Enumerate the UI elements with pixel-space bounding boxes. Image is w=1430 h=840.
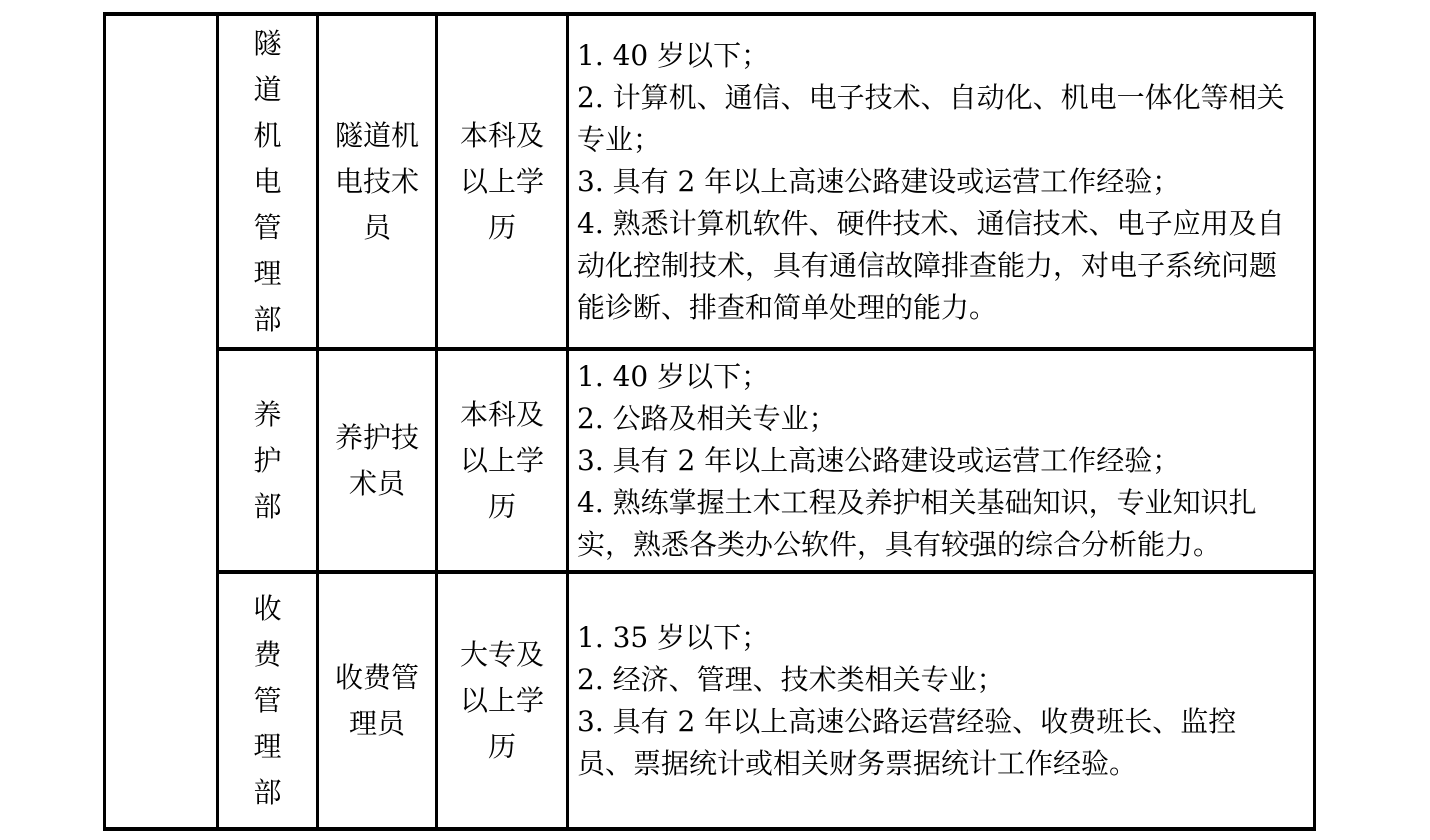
requirement-item: 3. 具有 2 年以上高速公路运营经验、收费班长、监控员、票据统计或相关财务票据统计工作经验。 (577, 704, 1237, 780)
requirement-item: 4. 熟练掌握土木工程及养护相关基础知识，专业知识扎实，熟悉各类办公软件，具有较强的综合分析能力。 (577, 485, 1257, 561)
requirement-item: 3. 具有 2 年以上高速公路建设或运营工作经验； (577, 443, 1181, 477)
requirement-item: 1. 35 岁以下； (577, 620, 770, 654)
requirement-item: 1. 40 岁以下； (577, 38, 770, 72)
education-label: 本科及以上学历 (459, 397, 544, 523)
position-label: 养护技术员 (334, 420, 419, 500)
position-cell (319, 16, 438, 347)
table-row (219, 570, 1313, 827)
position-cell (319, 574, 438, 827)
department-cell (219, 351, 319, 570)
requirement-item: 2. 计算机、通信、电子技术、自动化、机电一体化等相关专业； (577, 80, 1285, 156)
education-label: 大专及以上学历 (459, 637, 544, 763)
requirement-item: 2. 公路及相关专业； (577, 401, 837, 435)
education-cell (438, 351, 569, 570)
position-label: 收费管理员 (334, 660, 419, 740)
requirements-cell (569, 574, 1313, 827)
requirement-item: 4. 熟悉计算机软件、硬件技术、通信技术、电子应用及自动化控制技术，具有通信故障排查能力，对电子系统问题能诊断、排查和简单处理的能力。 (577, 206, 1285, 324)
education-cell (438, 16, 569, 347)
recruitment-table (103, 12, 1316, 831)
requirements-cell (569, 351, 1313, 570)
table-row (219, 347, 1313, 570)
department-label: 养护部 (253, 397, 282, 523)
requirement-item: 3. 具有 2 年以上高速公路建设或运营工作经验； (577, 164, 1181, 198)
department-cell (219, 16, 319, 347)
merged-group-cell (106, 16, 219, 827)
position-label: 隧道机电技术员 (334, 118, 419, 244)
education-label: 本科及以上学历 (459, 118, 544, 244)
table-row (219, 16, 1313, 347)
requirement-item: 1. 40 岁以下； (577, 359, 770, 393)
department-label: 收费管理部 (253, 591, 282, 809)
department-label: 隧道机电管理部 (253, 26, 282, 336)
education-cell (438, 574, 569, 827)
table-rows (219, 16, 1313, 827)
requirements-cell (569, 16, 1313, 347)
department-cell (219, 574, 319, 827)
position-cell (319, 351, 438, 570)
requirement-item: 2. 经济、管理、技术类相关专业； (577, 662, 1005, 696)
